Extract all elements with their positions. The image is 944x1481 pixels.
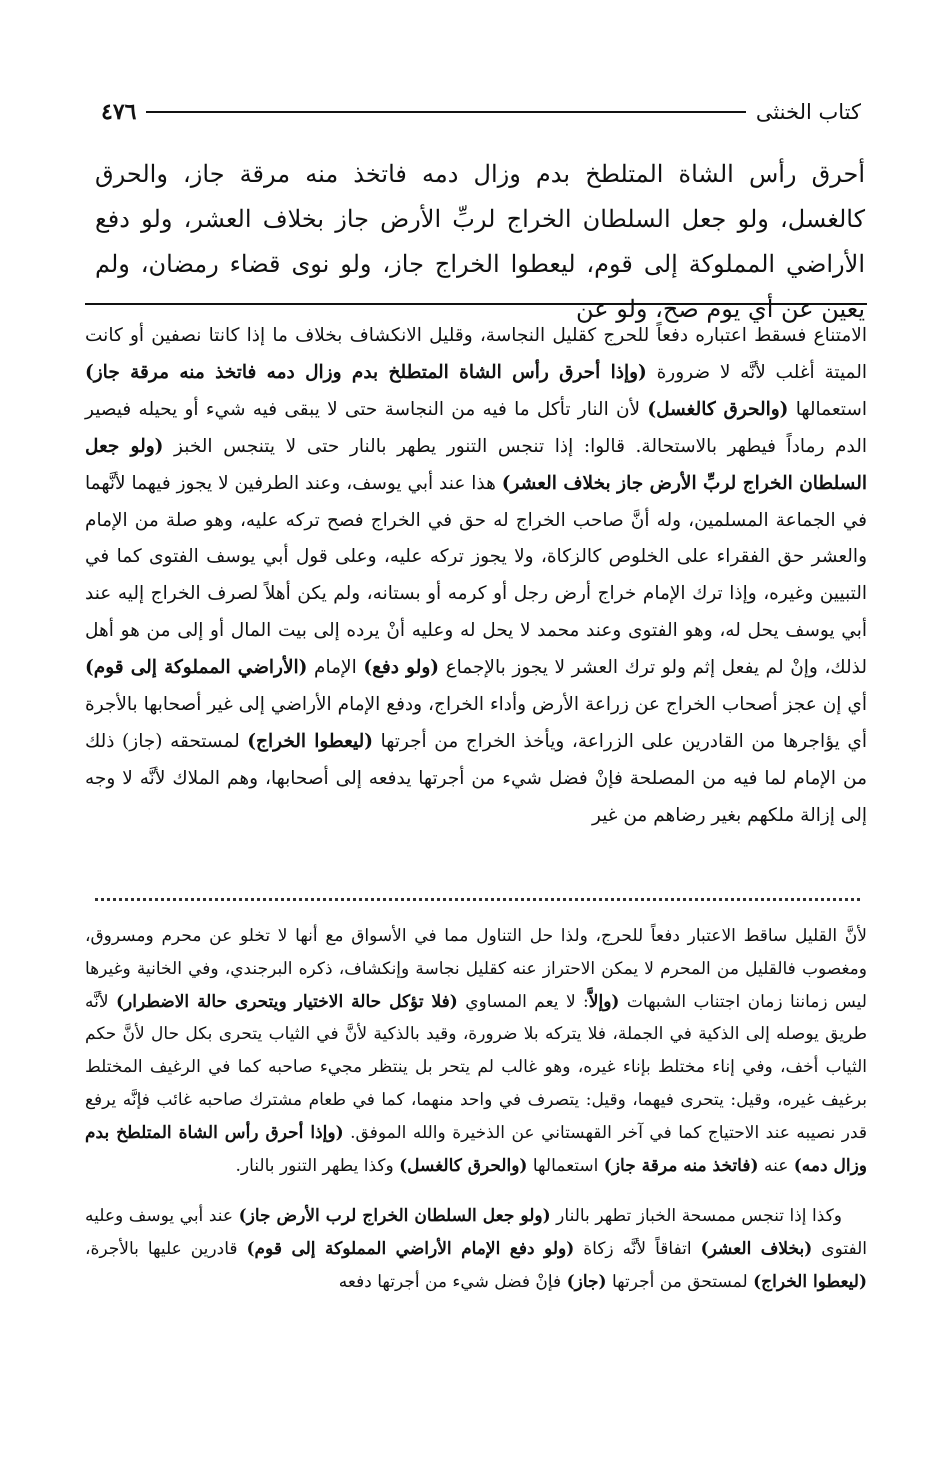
text-run: لمستحق من أجرتها bbox=[606, 1271, 754, 1292]
bold-phrase: (ولو دفع الإمام الأراضي المملوكة إلى قوم) bbox=[246, 1239, 575, 1260]
book-title: كتاب الخنثى bbox=[755, 100, 861, 124]
text-run: وكذا يطهر التنور بالنار. bbox=[235, 1155, 400, 1176]
commentary-3-text bbox=[85, 1200, 867, 1298]
bold-phrase: (جاز) bbox=[566, 1271, 607, 1292]
bold-phrase: (وإذا أحرق رأس الشاة المتطلخ بدم وزال دمه فاتخذ منه مرقة جاز) bbox=[85, 361, 647, 383]
bold-phrase: (وإذا أحرق رأس الشاة المتلطخ بدم وزال دمه) bbox=[85, 1122, 867, 1176]
bold-phrase: (فاتخذ منه مرقة جاز) bbox=[603, 1155, 759, 1176]
header-rule bbox=[146, 111, 745, 113]
page-number: ٤٧٦ bbox=[101, 99, 137, 125]
main-text: أحرق رأس الشاة المتلطخ بدم وزال دمه فاتخذ منه مرقة جاز، والحرق كالغسل، ولو جعل السلطان الخراج لربِّ الأرض جاز بخلاف العشر، ولو دفع الأراضي المملوكة إلى قوم، ليعطوا الخراج جاز، ولو نوى قضاء رمضان، ولم يعين عن أي يوم صح، ولو عن bbox=[95, 160, 865, 323]
bold-phrase: (ليعطوا الخراج) bbox=[753, 1271, 867, 1292]
text-run: لمستحقه (جاز) ذلك من الإمام لما فيه من المصلحة فإنْ فضل شيء من أجرتها يدفعه إلى أصحابها، وهم الملاك لأنَّه لا وجه إلى إزالة ملكهم بغير رضاهم من غير bbox=[85, 730, 867, 826]
commentary-block-2 bbox=[85, 920, 867, 1299]
main-text-block bbox=[95, 152, 865, 332]
dotted-separator bbox=[95, 898, 860, 901]
text-run: وكذا إذا تنجس ممسحة الخباز تطهر بالنار bbox=[550, 1206, 842, 1227]
text-run: لأن النار تأكل ما فيه من النجاسة حتى لا يبقى فيه شيء أو يحيله فيصير الدم رماداً فيطهر بالاستحالة. قالوا: إذا تنجس التنور يطهر بالنار حتى لا يتنجس الخبز bbox=[85, 398, 867, 457]
commentary-1-text bbox=[85, 318, 867, 835]
text-run: عنه bbox=[758, 1155, 794, 1176]
footnote-separator bbox=[85, 303, 867, 305]
bold-phrase: (والحرق كالغسل) bbox=[647, 398, 789, 420]
commentary-2-text bbox=[85, 920, 867, 1182]
bold-phrase: (ولو جعل السلطان الخراج لربِّ الأرض جاز بخلاف العشر) bbox=[85, 435, 867, 494]
text-run: أي إن عجز أصحاب الخراج عن زراعة الأرض وأداء الخراج، ودفع الإمام الأراضي إلى غير أصحابها بالأجرة أي يؤاجرها من القادرين على الزراعة، ويأخذ الخراج من أجرتها bbox=[85, 694, 868, 752]
text-run: قادرين عليها بالأجرة، bbox=[85, 1239, 247, 1260]
text-run: الامتناع فسقط اعتباره دفعاً للحرج كقليل النجاسة، وقليل الانكشاف بخلاف ما إذا كانتا نصفين أو كانت الميتة أغلب لأنَّه لا ضرورة bbox=[85, 325, 867, 383]
bold-phrase: (ولو دفع) bbox=[363, 657, 440, 679]
bold-phrase: (والحرق كالغسل) bbox=[399, 1155, 528, 1176]
text-run: هذا عند أبي يوسف، وعند الطرفين لا يجوز فيهما لأنَّهما في الجماعة المسلمين، وله أنَّ صاحب الخراج له حق في الخراج فصح تركه عليه، وهو صلة من الإمام والعشر حق الفقراء على الخلوص كالزكاة، ولا يجوز تركه عليه، وعلى قول أبي يوسف الفتوى كما في التبيين وغيره، وإذا ترك الإمام خراج أرض رجل أو كرمه أو بستانه، ولم يكن أهلاً لصرف الخراج إليه عند أبي يوسف يحل له، وهو الفتوى وعند محمد لا يحل له وعليه أنْ يرده إلى بيت المال أو إلى من هو أهل لذلك، وإنْ لم يفعل إثم ولو ترك العشر لا يجوز بالإجماع bbox=[85, 472, 867, 679]
text-run: عند أبي يوسف وعليه الفتوى bbox=[85, 1206, 868, 1260]
bold-phrase: (الأراضي المملوكة إلى قوم) bbox=[85, 657, 308, 679]
text-run: فإنْ فضل شيء من أجرتها دفعه bbox=[338, 1271, 567, 1292]
page-header bbox=[95, 96, 865, 128]
bold-phrase: (ولو جعل السلطان الخراج لرب الأرض جاز) bbox=[238, 1206, 551, 1227]
text-run: استعمالها bbox=[788, 398, 867, 420]
bold-phrase: (وإلاَّ bbox=[588, 991, 620, 1012]
bold-phrase: (ليعطوا الخراج) bbox=[247, 730, 373, 752]
bold-phrase: (فلا تؤكل حالة الاختيار ويتحرى حالة الاضطرار) bbox=[115, 991, 458, 1012]
text-run: : لا يعم المساوي bbox=[457, 991, 589, 1012]
text-run: اتفاقاً لأنَّه زكاة bbox=[574, 1239, 701, 1260]
text-run: لأنَّ القليل ساقط الاعتبار دفعاً للحرج، ولذا حل التناول مما في الأسواق مع أنها لا تخلو عن محرم ومسروق، ومغصوب فالقليل من المحرم لا يمكن الاحتراز عنه كقليل نجاسة وإنكشاف، ذكره البرجندي، وفي الخانية وغيرها ليس زماننا زمان اجتناب الشبهات bbox=[85, 926, 867, 1012]
text-run: استعمالها bbox=[527, 1155, 604, 1176]
text-run: الإمام bbox=[307, 657, 364, 679]
text-run: لأنَّه طريق يوصله إلى الذكية في الجملة، فلا يتركه بلا ضرورة، وقيد بالذكية لأنَّ في الثياب يتحرى بكل حال لأنَّ حكم الثياب أخف، وفي إناء مختلط بإناء غيره، وهو غالب لم يتحر بل ينتظر مجيء صاحبه كما في الرغيف المختلط برغيف غيره، وقيل: يتحرى فيهما، وقيل: يتصرف في واحد منهما، كما في طعام مشترك صاحبه غائب فإنَّه يرفع قدر نصيبه عند الاحتياج كما في آخر القهستاني عن الذخيرة والله الموفق. bbox=[85, 991, 868, 1143]
commentary-block-1 bbox=[85, 318, 867, 835]
bold-phrase: (بخلاف العشر) bbox=[700, 1239, 813, 1260]
